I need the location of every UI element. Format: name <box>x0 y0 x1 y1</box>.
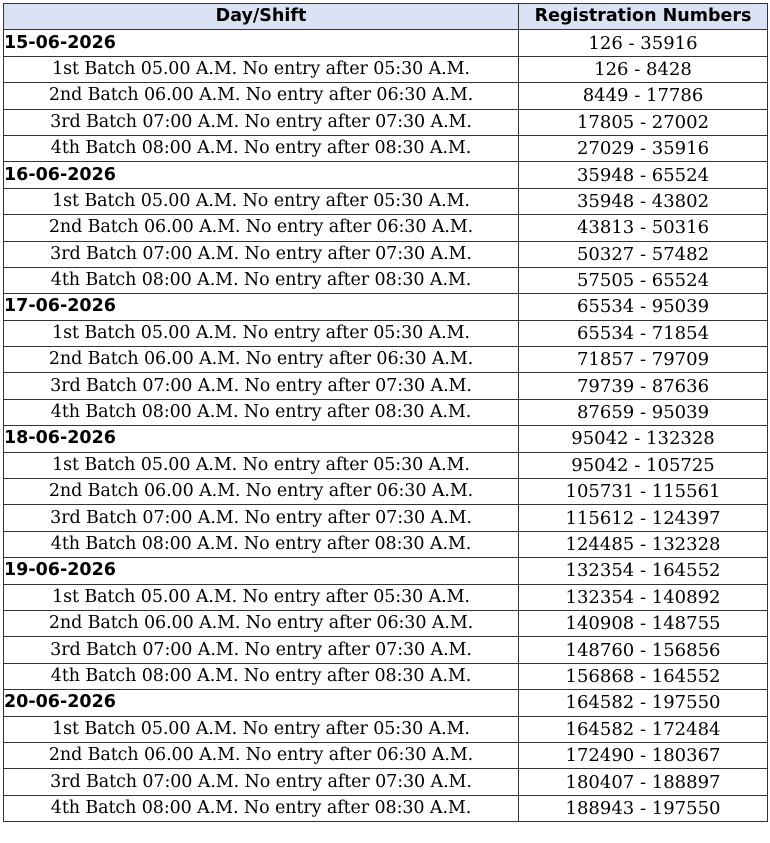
header-row <box>4 4 768 30</box>
batch-label: 2nd Batch 06.00 A.M. No entry after 06:30 A.M. <box>4 83 519 109</box>
batch-label: 2nd Batch 06.00 A.M. No entry after 06:30 A.M. <box>4 479 519 505</box>
day-date: 15-06-2026 <box>4 30 519 56</box>
batch-registration-range: 43813 - 50316 <box>519 215 768 241</box>
batch-label: 4th Batch 08:00 A.M. No entry after 08:30 A.M. <box>4 135 519 161</box>
batch-registration-range: 57505 - 65524 <box>519 267 768 293</box>
batch-row <box>4 531 768 557</box>
batch-registration-range: 79739 - 87636 <box>519 373 768 399</box>
batch-registration-range: 35948 - 43802 <box>519 188 768 214</box>
batch-label: 3rd Batch 07:00 A.M. No entry after 07:30 A.M. <box>4 637 519 663</box>
day-row <box>4 294 768 320</box>
batch-label: 4th Batch 08:00 A.M. No entry after 08:30 A.M. <box>4 795 519 821</box>
batch-row <box>4 135 768 161</box>
batch-row <box>4 637 768 663</box>
batch-label: 2nd Batch 06.00 A.M. No entry after 06:30 A.M. <box>4 742 519 768</box>
batch-label: 1st Batch 05.00 A.M. No entry after 05:30 A.M. <box>4 716 519 742</box>
batch-registration-range: 156868 - 164552 <box>519 663 768 689</box>
batch-registration-range: 132354 - 140892 <box>519 584 768 610</box>
day-registration-range: 35948 - 65524 <box>519 162 768 188</box>
batch-registration-range: 50327 - 57482 <box>519 241 768 267</box>
batch-registration-range: 8449 - 17786 <box>519 83 768 109</box>
batch-row <box>4 347 768 373</box>
day-registration-range: 65534 - 95039 <box>519 294 768 320</box>
batch-schedule-table <box>3 3 768 822</box>
day-registration-range: 126 - 35916 <box>519 30 768 56</box>
day-date: 18-06-2026 <box>4 426 519 452</box>
batch-row <box>4 769 768 795</box>
batch-registration-range: 180407 - 188897 <box>519 769 768 795</box>
batch-row <box>4 584 768 610</box>
batch-row <box>4 663 768 689</box>
batch-row <box>4 56 768 82</box>
batch-label: 2nd Batch 06.00 A.M. No entry after 06:30 A.M. <box>4 610 519 636</box>
batch-row <box>4 795 768 821</box>
batch-label: 3rd Batch 07:00 A.M. No entry after 07:30 A.M. <box>4 373 519 399</box>
table-body <box>4 30 768 822</box>
batch-registration-range: 164582 - 172484 <box>519 716 768 742</box>
batch-label: 2nd Batch 06.00 A.M. No entry after 06:30 A.M. <box>4 215 519 241</box>
batch-row <box>4 215 768 241</box>
batch-row <box>4 320 768 346</box>
batch-row <box>4 109 768 135</box>
batch-label: 2nd Batch 06.00 A.M. No entry after 06:30 A.M. <box>4 347 519 373</box>
day-date: 17-06-2026 <box>4 294 519 320</box>
day-date: 19-06-2026 <box>4 558 519 584</box>
day-row <box>4 558 768 584</box>
batch-registration-range: 27029 - 35916 <box>519 135 768 161</box>
batch-row <box>4 452 768 478</box>
day-date: 20-06-2026 <box>4 690 519 716</box>
batch-row <box>4 241 768 267</box>
day-registration-range: 164582 - 197550 <box>519 690 768 716</box>
header-day-shift: Day/Shift <box>4 4 519 30</box>
batch-row <box>4 399 768 425</box>
batch-registration-range: 188943 - 197550 <box>519 795 768 821</box>
batch-row <box>4 716 768 742</box>
batch-label: 4th Batch 08:00 A.M. No entry after 08:30 A.M. <box>4 399 519 425</box>
batch-registration-range: 140908 - 148755 <box>519 610 768 636</box>
batch-row <box>4 742 768 768</box>
day-row <box>4 30 768 56</box>
day-row <box>4 690 768 716</box>
batch-registration-range: 17805 - 27002 <box>519 109 768 135</box>
batch-row <box>4 267 768 293</box>
batch-label: 1st Batch 05.00 A.M. No entry after 05:30 A.M. <box>4 320 519 346</box>
batch-label: 3rd Batch 07:00 A.M. No entry after 07:30 A.M. <box>4 241 519 267</box>
batch-registration-range: 172490 - 180367 <box>519 742 768 768</box>
batch-row <box>4 610 768 636</box>
batch-row <box>4 188 768 214</box>
batch-label: 1st Batch 05.00 A.M. No entry after 05:30 A.M. <box>4 188 519 214</box>
batch-label: 1st Batch 05.00 A.M. No entry after 05:30 A.M. <box>4 584 519 610</box>
batch-label: 4th Batch 08:00 A.M. No entry after 08:30 A.M. <box>4 267 519 293</box>
batch-registration-range: 71857 - 79709 <box>519 347 768 373</box>
day-registration-range: 132354 - 164552 <box>519 558 768 584</box>
batch-registration-range: 65534 - 71854 <box>519 320 768 346</box>
day-registration-range: 95042 - 132328 <box>519 426 768 452</box>
day-row <box>4 426 768 452</box>
batch-label: 1st Batch 05.00 A.M. No entry after 05:30 A.M. <box>4 452 519 478</box>
batch-row <box>4 479 768 505</box>
day-row <box>4 162 768 188</box>
batch-label: 3rd Batch 07:00 A.M. No entry after 07:30 A.M. <box>4 505 519 531</box>
batch-registration-range: 105731 - 115561 <box>519 479 768 505</box>
batch-registration-range: 95042 - 105725 <box>519 452 768 478</box>
batch-registration-range: 126 - 8428 <box>519 56 768 82</box>
batch-label: 4th Batch 08:00 A.M. No entry after 08:30 A.M. <box>4 663 519 689</box>
batch-registration-range: 115612 - 124397 <box>519 505 768 531</box>
day-date: 16-06-2026 <box>4 162 519 188</box>
batch-registration-range: 124485 - 132328 <box>519 531 768 557</box>
batch-label: 3rd Batch 07:00 A.M. No entry after 07:30 A.M. <box>4 769 519 795</box>
header-registration-numbers: Registration Numbers <box>519 4 768 30</box>
batch-row <box>4 505 768 531</box>
batch-label: 3rd Batch 07:00 A.M. No entry after 07:30 A.M. <box>4 109 519 135</box>
batch-label: 1st Batch 05.00 A.M. No entry after 05:30 A.M. <box>4 56 519 82</box>
batch-label: 4th Batch 08:00 A.M. No entry after 08:30 A.M. <box>4 531 519 557</box>
batch-row <box>4 373 768 399</box>
batch-registration-range: 87659 - 95039 <box>519 399 768 425</box>
table-header <box>4 4 768 30</box>
batch-row <box>4 83 768 109</box>
batch-registration-range: 148760 - 156856 <box>519 637 768 663</box>
